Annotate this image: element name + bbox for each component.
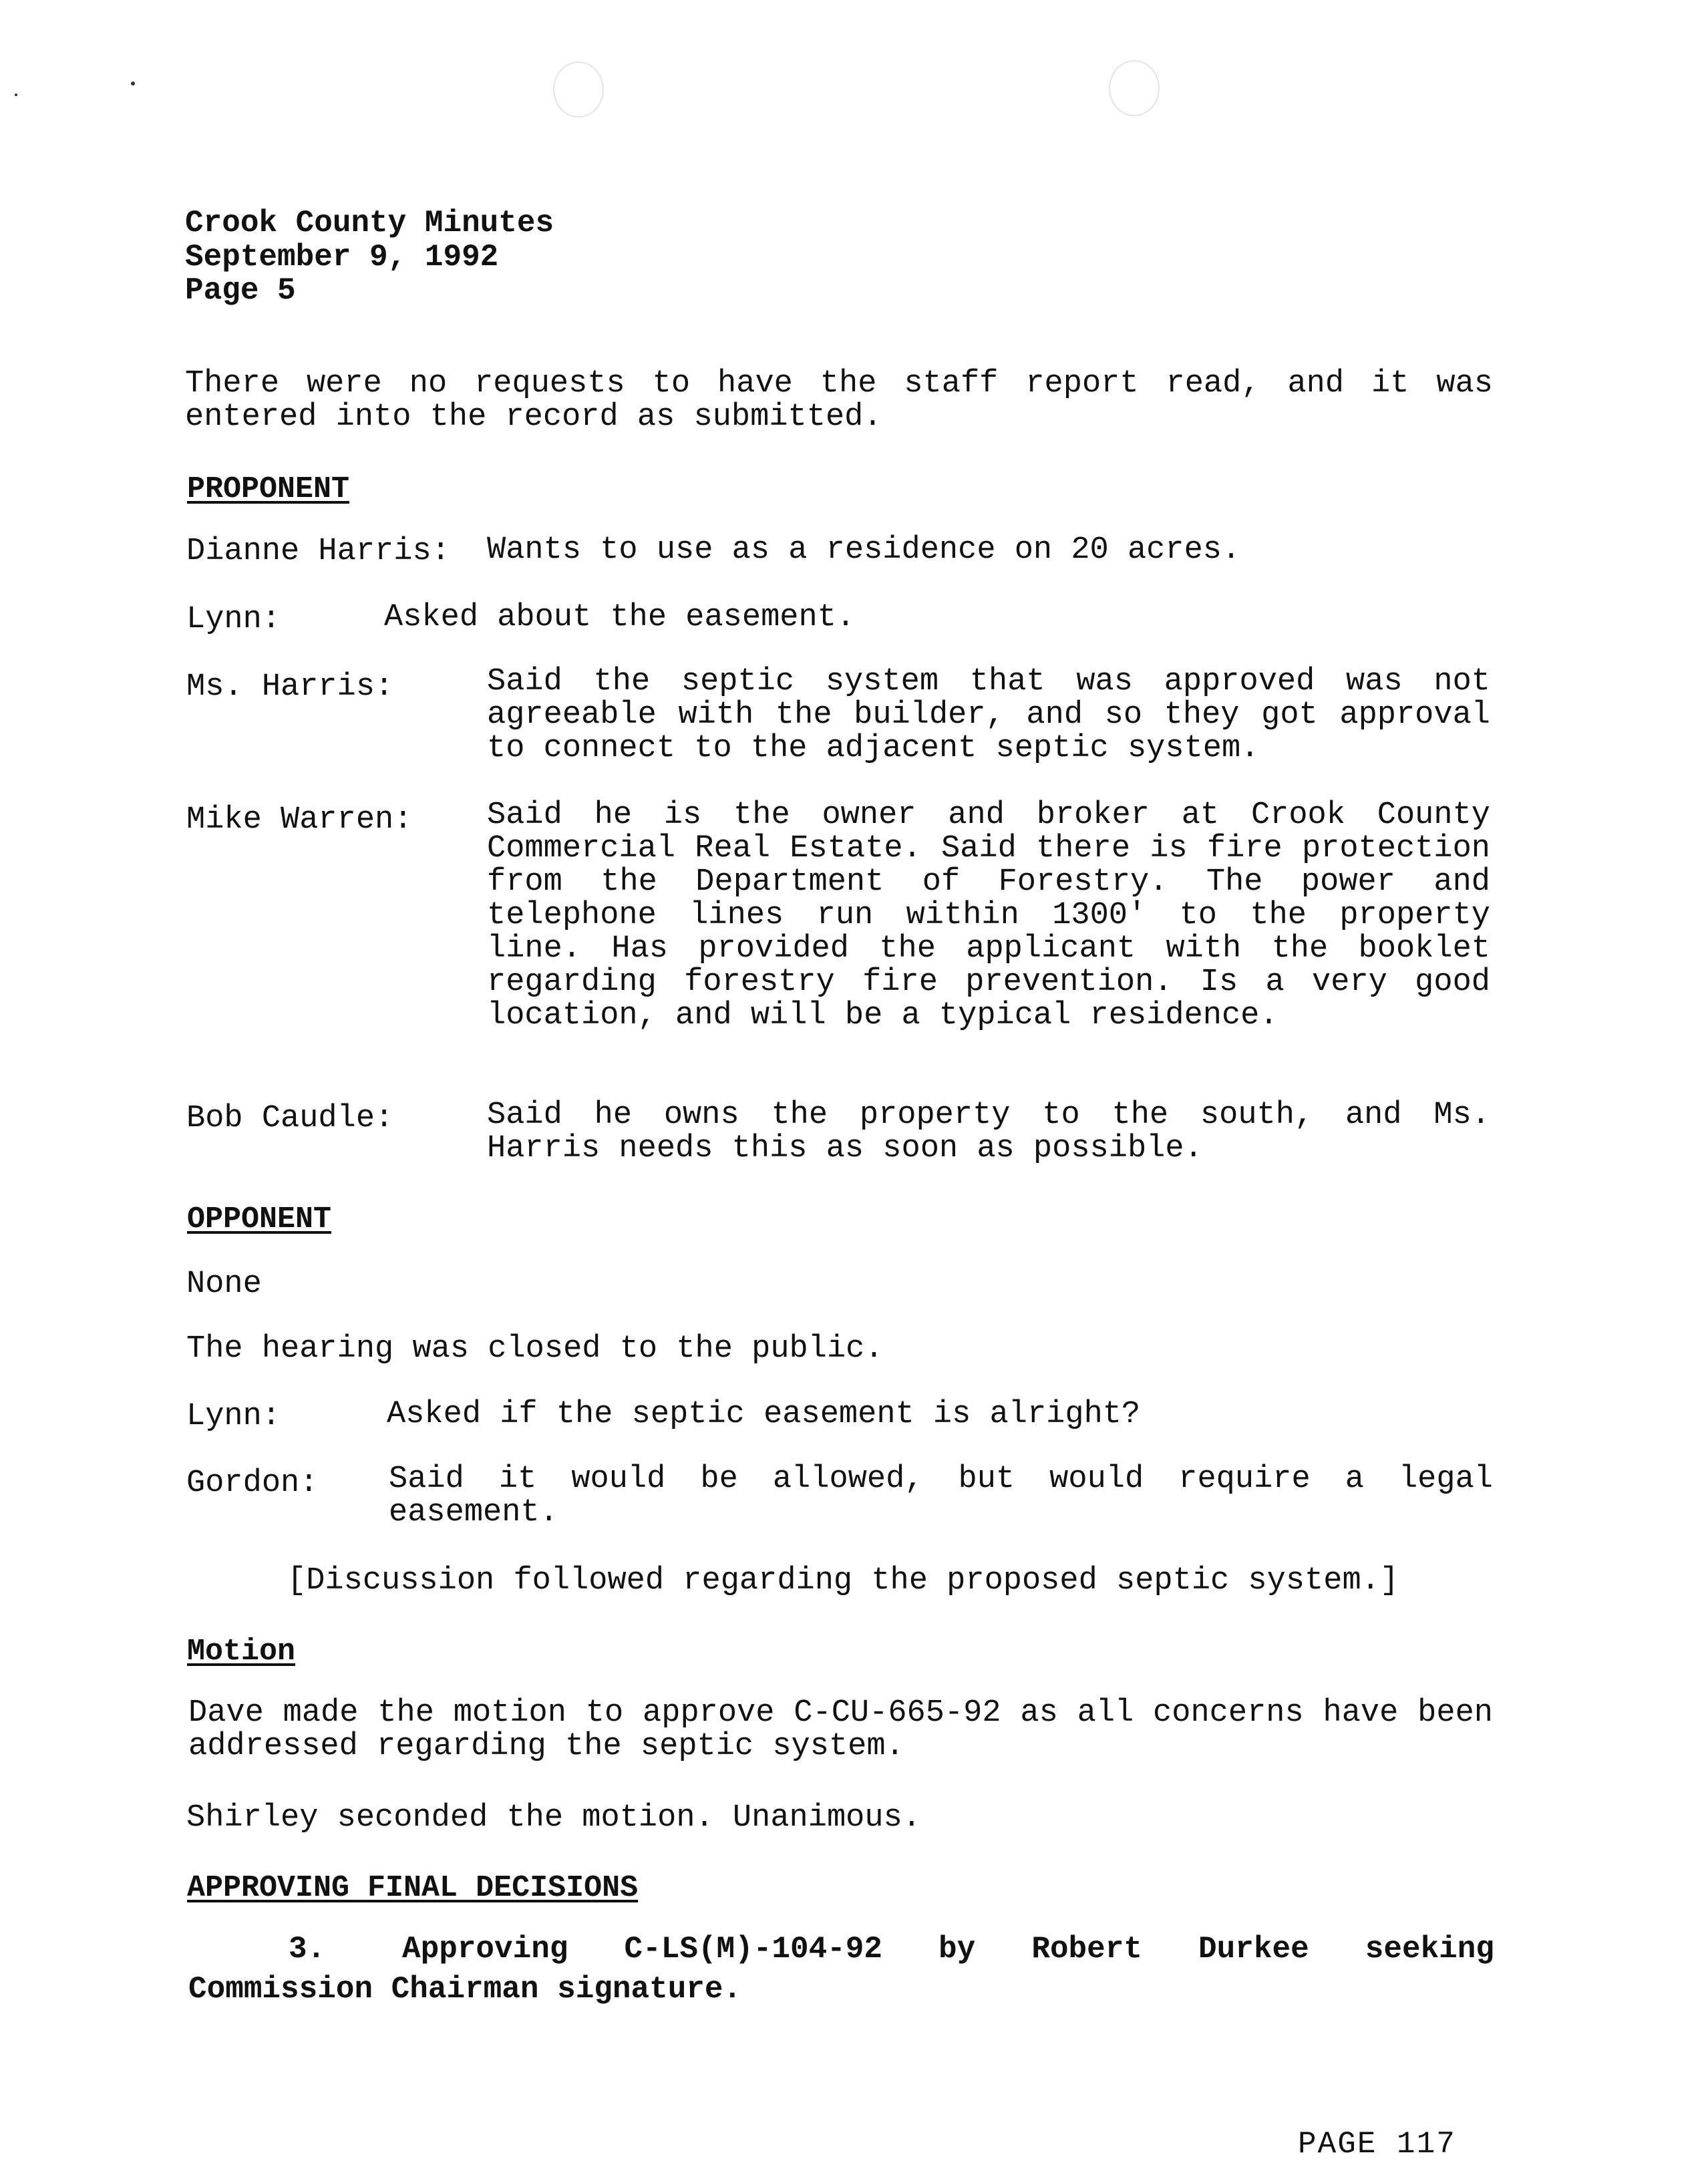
speaker-gordon: Gordon:: [186, 1466, 319, 1501]
scan-speck: [15, 94, 17, 96]
hearing-closed: The hearing was closed to the public.: [186, 1331, 884, 1367]
speaker-lynn-2: Lynn:: [186, 1399, 281, 1434]
page-stamp: PAGE 117: [1298, 2128, 1456, 2154]
punch-hole-right: [1109, 60, 1160, 116]
item-number: 3.: [289, 1932, 326, 1967]
statement-lynn-2: Asked if the septic easement is alright?: [387, 1397, 1141, 1432]
speaker-lynn-1: Lynn:: [186, 602, 281, 637]
speaker-bob-caudle: Bob Caudle:: [186, 1101, 394, 1136]
statement-lynn-1: Asked about the easement.: [384, 600, 856, 635]
header-title: Crook County Minutes: [185, 206, 554, 240]
header-date: September 9, 1992: [185, 240, 499, 275]
final-decision-item: [188, 1929, 1494, 2009]
statement-gordon: Said it would be allowed, but would require a legal easement.: [389, 1462, 1493, 1530]
intro-paragraph: There were no requests to have the staff report read, and it was entered into the record as submitted.: [185, 366, 1493, 435]
punch-hole-left: [553, 61, 604, 118]
speaker-mike-warren: Mike Warren:: [186, 802, 413, 838]
motion-heading: Motion: [187, 1635, 296, 1669]
statement-mike-warren: Said he is the owner and broker at Crook County Commercial Real Estate. Said there is fire protection from the Department of Forestry. The power and telephone lines run within 1300′ to the property line. Has provided the applicant with the booklet regarding forestry fire prevention. Is a very good location, and will be a typical residence.: [487, 798, 1490, 1033]
statement-dianne-harris: Wants to use as a residence on 20 acres.: [487, 532, 1241, 568]
statement-ms-harris: Said the septic system that was approved was not agreeable with the builder, and so they got approval to connect to the adjacent septic system.: [487, 664, 1490, 766]
speaker-ms-harris: Ms. Harris:: [186, 669, 394, 705]
proponent-heading: PROPONENT: [187, 472, 350, 506]
final-decisions-heading: APPROVING FINAL DECISIONS: [187, 1871, 639, 1905]
speaker-dianne-harris: Dianne Harris:: [186, 534, 450, 569]
motion-text: Dave made the motion to approve C-CU-665-92 as all concerns have been addressed regarding the septic system.: [188, 1695, 1493, 1764]
header-page: Page 5: [185, 273, 296, 308]
discussion-note: [Discussion followed regarding the proposed septic system.]: [287, 1563, 1399, 1599]
statement-bob-caudle: Said he owns the property to the south, and Ms. Harris needs this as soon as possible.: [487, 1098, 1490, 1166]
motion-second: Shirley seconded the motion. Unanimous.: [186, 1800, 921, 1836]
scan-speck: [131, 81, 135, 86]
opponent-heading: OPPONENT: [187, 1202, 332, 1236]
item-text: Approving C-LS(M)-104-92 by Robert Durkee seeking Commission Chairman signature.: [188, 1932, 1494, 2007]
opponent-none: None: [186, 1267, 262, 1302]
